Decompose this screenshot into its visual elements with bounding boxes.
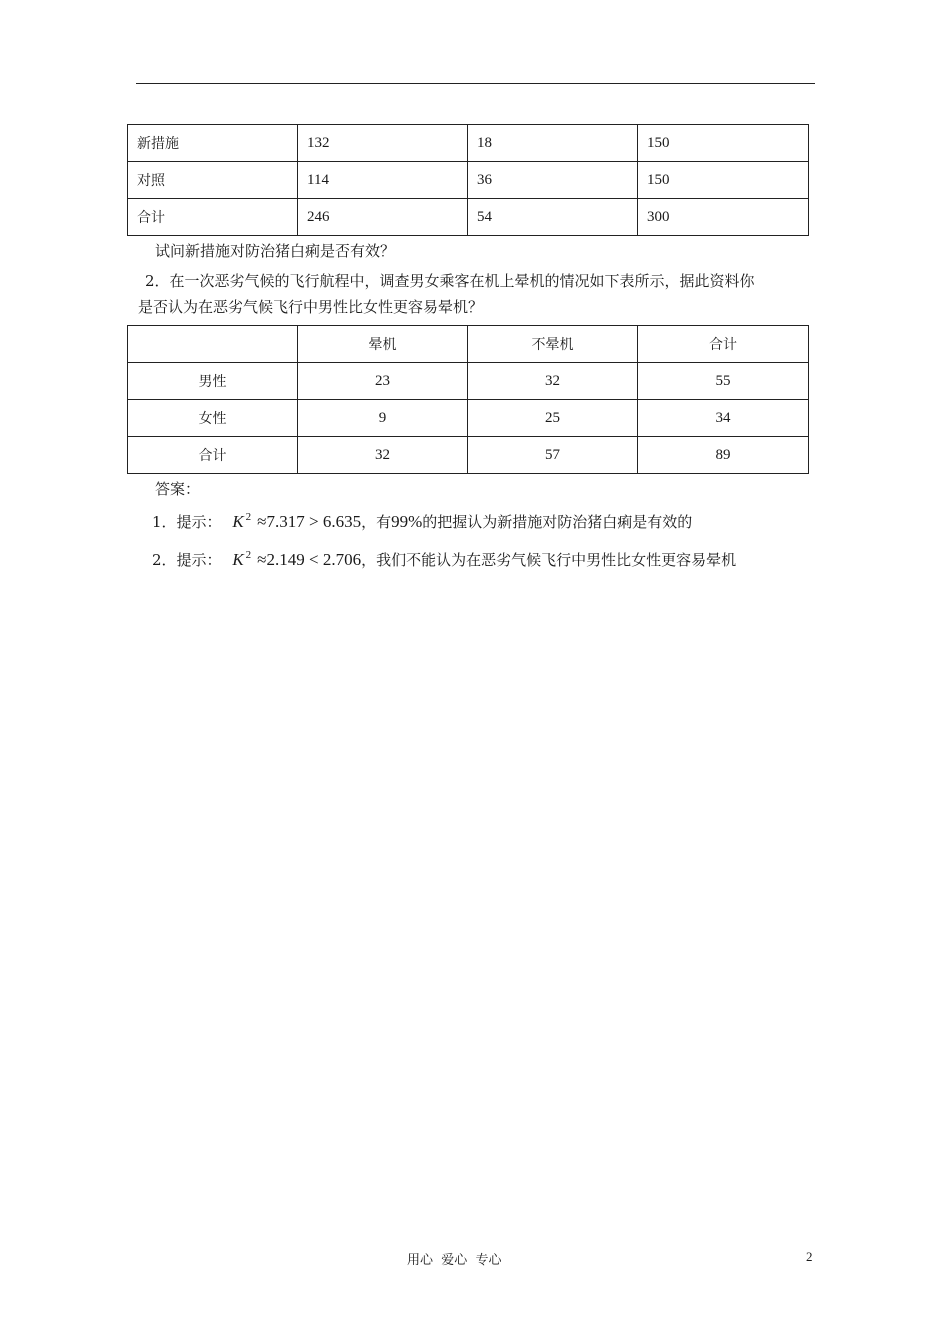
table-header-cell: 合计: [638, 326, 809, 363]
math-expression: ≈7.317 > 6.635: [257, 512, 362, 531]
answer-text: ，我们不能认为在恶劣气候飞行中男性比女性更容易晕机: [361, 551, 737, 569]
math-expression: ≈2.149 < 2.706: [257, 550, 362, 569]
math-variable: K: [232, 512, 244, 531]
math-exponent: 2: [245, 511, 252, 523]
answer-prefix: 2．提示：: [152, 551, 222, 569]
table-cell: 54: [468, 199, 638, 236]
table-row: [128, 162, 809, 199]
page-number: 2: [806, 1249, 813, 1264]
answer-text: 的把握认为新措施对防治猪白痢是有效的: [422, 513, 693, 531]
table-cell: 32: [298, 437, 468, 474]
answer-prefix: 1．提示：: [152, 513, 222, 531]
table-header-cell: [128, 326, 298, 363]
airsickness-table: [127, 325, 809, 474]
table-cell: 25: [468, 400, 638, 437]
table-cell: 57: [468, 437, 638, 474]
table-cell: 对照: [128, 162, 298, 199]
table-cell: 23: [298, 363, 468, 400]
table-row: [128, 400, 809, 437]
table-cell: 300: [638, 199, 809, 236]
table-cell: 合计: [128, 437, 298, 474]
table-header-cell: 晕机: [298, 326, 468, 363]
math-variable: K: [232, 550, 244, 569]
table-cell: 男性: [128, 363, 298, 400]
table-row: [128, 437, 809, 474]
table-cell: 246: [298, 199, 468, 236]
answer-2: [152, 549, 736, 570]
table-cell: 32: [468, 363, 638, 400]
table-cell: 34: [638, 400, 809, 437]
table-cell: 女性: [128, 400, 298, 437]
table-cell: 55: [638, 363, 809, 400]
header-rule: [136, 83, 815, 84]
table-cell: 150: [638, 125, 809, 162]
answers-heading: 答案：: [155, 480, 201, 498]
table-header-cell: 不晕机: [468, 326, 638, 363]
table-cell: 新措施: [128, 125, 298, 162]
table-cell: 114: [298, 162, 468, 199]
table-cell: 36: [468, 162, 638, 199]
answer-text: ，有: [361, 513, 392, 531]
table-cell: 18: [468, 125, 638, 162]
question-1-text: 试问新措施对防治猪白痢是否有效？: [155, 242, 396, 260]
table-cell: 132: [298, 125, 468, 162]
table-row: [128, 363, 809, 400]
table-header-row: [128, 326, 809, 363]
question-2-line-2: 是否认为在恶劣气候飞行中男性比女性更容易晕机？: [138, 298, 484, 316]
table-row: [128, 199, 809, 236]
table-cell: 9: [298, 400, 468, 437]
percentage: 99%: [391, 512, 423, 531]
table-cell: 150: [638, 162, 809, 199]
treatment-table: [127, 124, 809, 236]
table-cell: 合计: [128, 199, 298, 236]
question-2-line-1: 2．在一次恶劣气候的飞行航程中，调查男女乘客在机上晕机的情况如下表所示，据此资料你: [145, 272, 755, 290]
footer-text: 用心 爱心 专心: [407, 1253, 502, 1268]
answer-1: [152, 511, 692, 532]
table-cell: 89: [638, 437, 809, 474]
table-row: [128, 125, 809, 162]
math-exponent: 2: [245, 549, 252, 561]
